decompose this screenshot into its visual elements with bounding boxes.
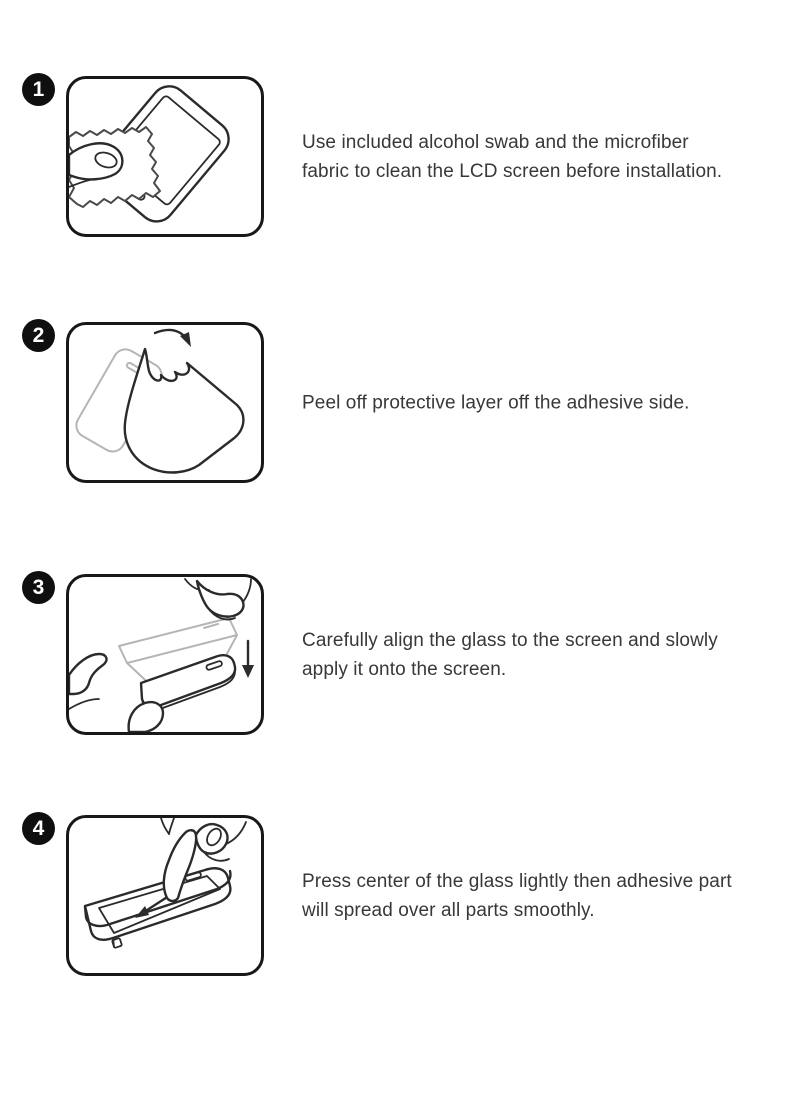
step-1-number: 1	[32, 78, 45, 101]
align-glass-illustration	[69, 577, 261, 732]
step-2	[0, 322, 800, 483]
step-2-caption	[302, 388, 788, 417]
step-3-number: 3	[32, 576, 45, 599]
step-3	[0, 574, 800, 735]
step-1	[0, 76, 800, 237]
clean-screen-illustration	[69, 79, 261, 234]
step-4-caption	[302, 867, 788, 925]
right-hand-outline	[185, 579, 251, 620]
step-1-caption	[302, 128, 788, 186]
step-3-caption-line-2: apply it onto the screen.	[302, 658, 507, 680]
peel-film-illustration	[69, 325, 261, 480]
step-2-number: 2	[32, 324, 45, 347]
step-1-caption-line-1: Use included alcohol swab and the microfiber	[302, 131, 689, 153]
phone-outline	[85, 868, 230, 948]
step-4-caption-line-1: Press center of the glass lightly then adhesive part	[302, 870, 732, 892]
step-2-caption-line-1: Peel off protective layer off the adhesive side.	[302, 392, 690, 413]
step-1-illustration-box	[66, 76, 264, 237]
step-3-caption-line-1: Carefully align the glass to the screen and slowly	[302, 629, 718, 651]
step-4-number-badge	[22, 812, 55, 845]
step-4-caption-line-2: will spread over all parts smoothly.	[302, 899, 595, 921]
step-3-caption	[302, 626, 788, 684]
left-fingers-outline	[129, 702, 163, 732]
step-4-illustration-box	[66, 815, 264, 976]
peel-direction-arrow-icon	[155, 330, 191, 347]
step-2-illustration-box	[66, 322, 264, 483]
protective-film	[125, 349, 244, 472]
step-1-number-badge	[22, 73, 55, 106]
press-glass-illustration	[69, 818, 261, 973]
step-3-illustration-box	[66, 574, 264, 735]
step-2-number-badge	[22, 319, 55, 352]
step-1-caption-line-2: fabric to clean the LCD screen before installation.	[302, 160, 723, 182]
left-hand-outline	[69, 654, 106, 709]
apply-down-arrow-icon	[242, 641, 254, 678]
step-3-number-badge	[22, 571, 55, 604]
step-4-number: 4	[32, 817, 45, 840]
step-4	[0, 815, 800, 976]
